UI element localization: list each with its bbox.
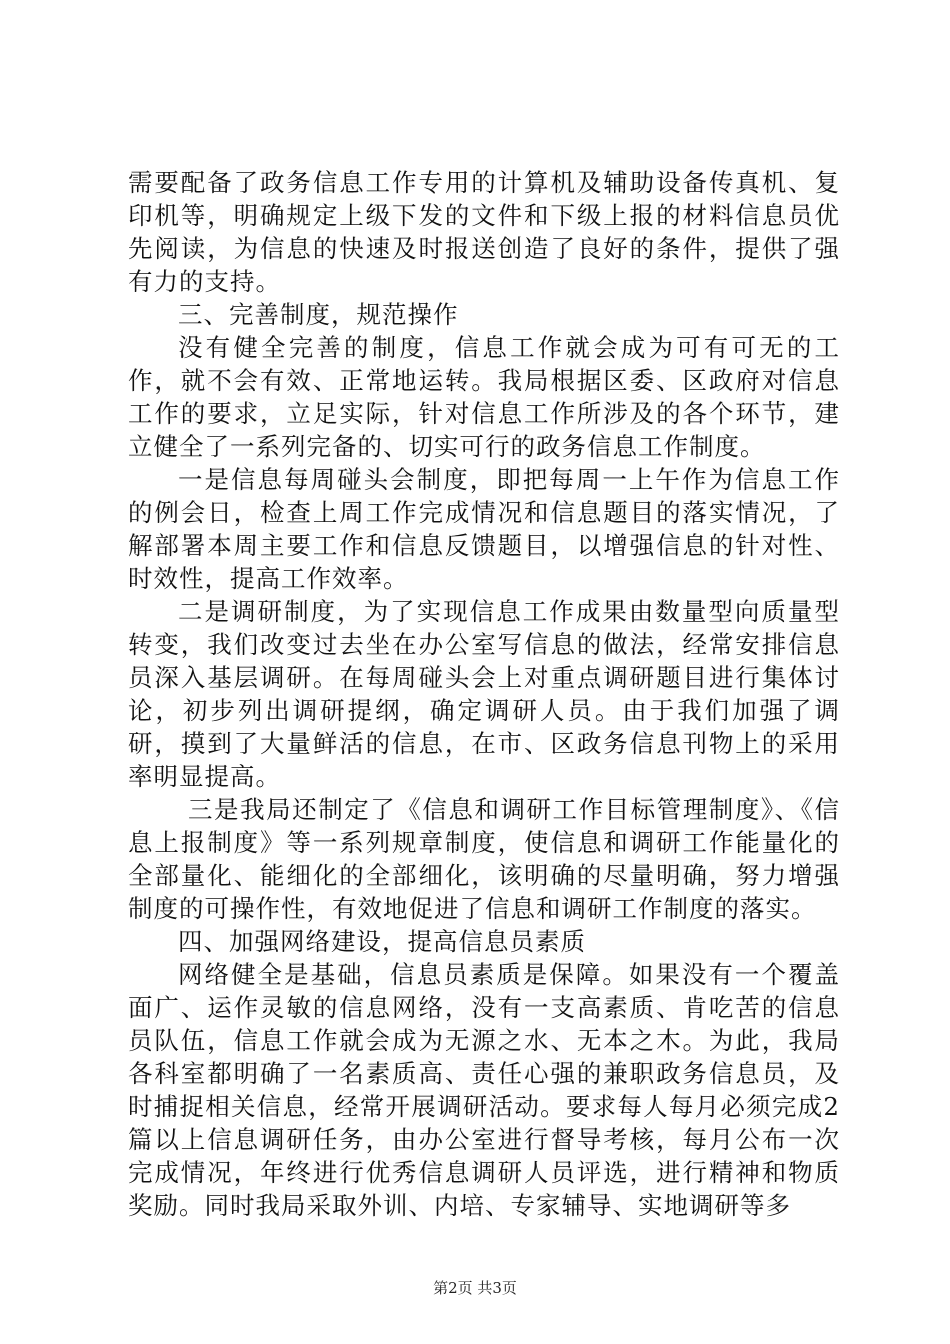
paragraph-continuation: 需要配备了政务信息工作专用的计算机及辅助设备传真机、复印机等，明确规定上级下发的文件和下级上报的材料信息员优先阅读，为信息的快速及时报送创造了良好的条件，提供了强有力的支持。 [128,168,840,296]
section-heading-4: 四、加强网络建设，提高信息员素质 [178,927,586,956]
paragraph-weekly-meeting: 一是信息每周碰头会制度，即把每周一上午作为信息工作的例会日，检查上周工作完成情况和信息题目的落实情况，了解部署本周主要工作和信息反馈题目，以增强信息的针对性、时效性，提高工作效率。 [128,465,840,593]
paragraph-network: 网络健全是基础，信息员素质是保障。如果没有一个覆盖面广、运作灵敏的信息网络，没有一支高素质、肯吃苦的信息员队伍，信息工作就会成为无源之水、无本之木。为此，我局各科室都明确了一名素质高、责任心强的兼职政务信息员，及时捕捉相关信息，经常开展调研活动。要求每人每月必须完成2篇以上信息调研任务，由办公室进行督导考核，每月公布一次完成情况，年终进行优秀信息调研人员评选，进行精神和物质奖励。同时我局采取外训、内培、专家辅导、实地调研等多 [128,960,840,1220]
paragraph-research-system: 二是调研制度，为了实现信息工作成果由数量型向质量型转变，我们改变过去坐在办公室写信息的做法，经常安排信息员深入基层调研。在每周碰头会上对重点调研题目进行集体讨论，初步列出调研提纲，确定调研人员。由于我们加强了调研，摸到了大量鲜活的信息，在市、区政务信息刊物上的采用率明显提高。 [128,597,840,791]
page-number: 第2页 共3页 [433,1279,517,1297]
paragraph-management-system: 三是我局还制定了《信息和调研工作目标管理制度》、《信息上报制度》等一系列规章制度，使信息和调研工作能量化的全部量化、能细化的全部细化，该明确的尽量明确，努力增强制度的可操作性，有效地促进了信息和调研工作制度的落实。 [128,795,840,923]
section-heading-3: 三、完善制度，规范操作 [178,300,459,329]
document-body [128,166,840,1222]
paragraph-intro-system: 没有健全完善的制度，信息工作就会成为可有可无的工作，就不会有效、正常地运转。我局根据区委、区政府对信息工作的要求，立足实际，针对信息工作所涉及的各个环节，建立健全了一系列完备的、切实可行的政务信息工作制度。 [128,333,840,461]
